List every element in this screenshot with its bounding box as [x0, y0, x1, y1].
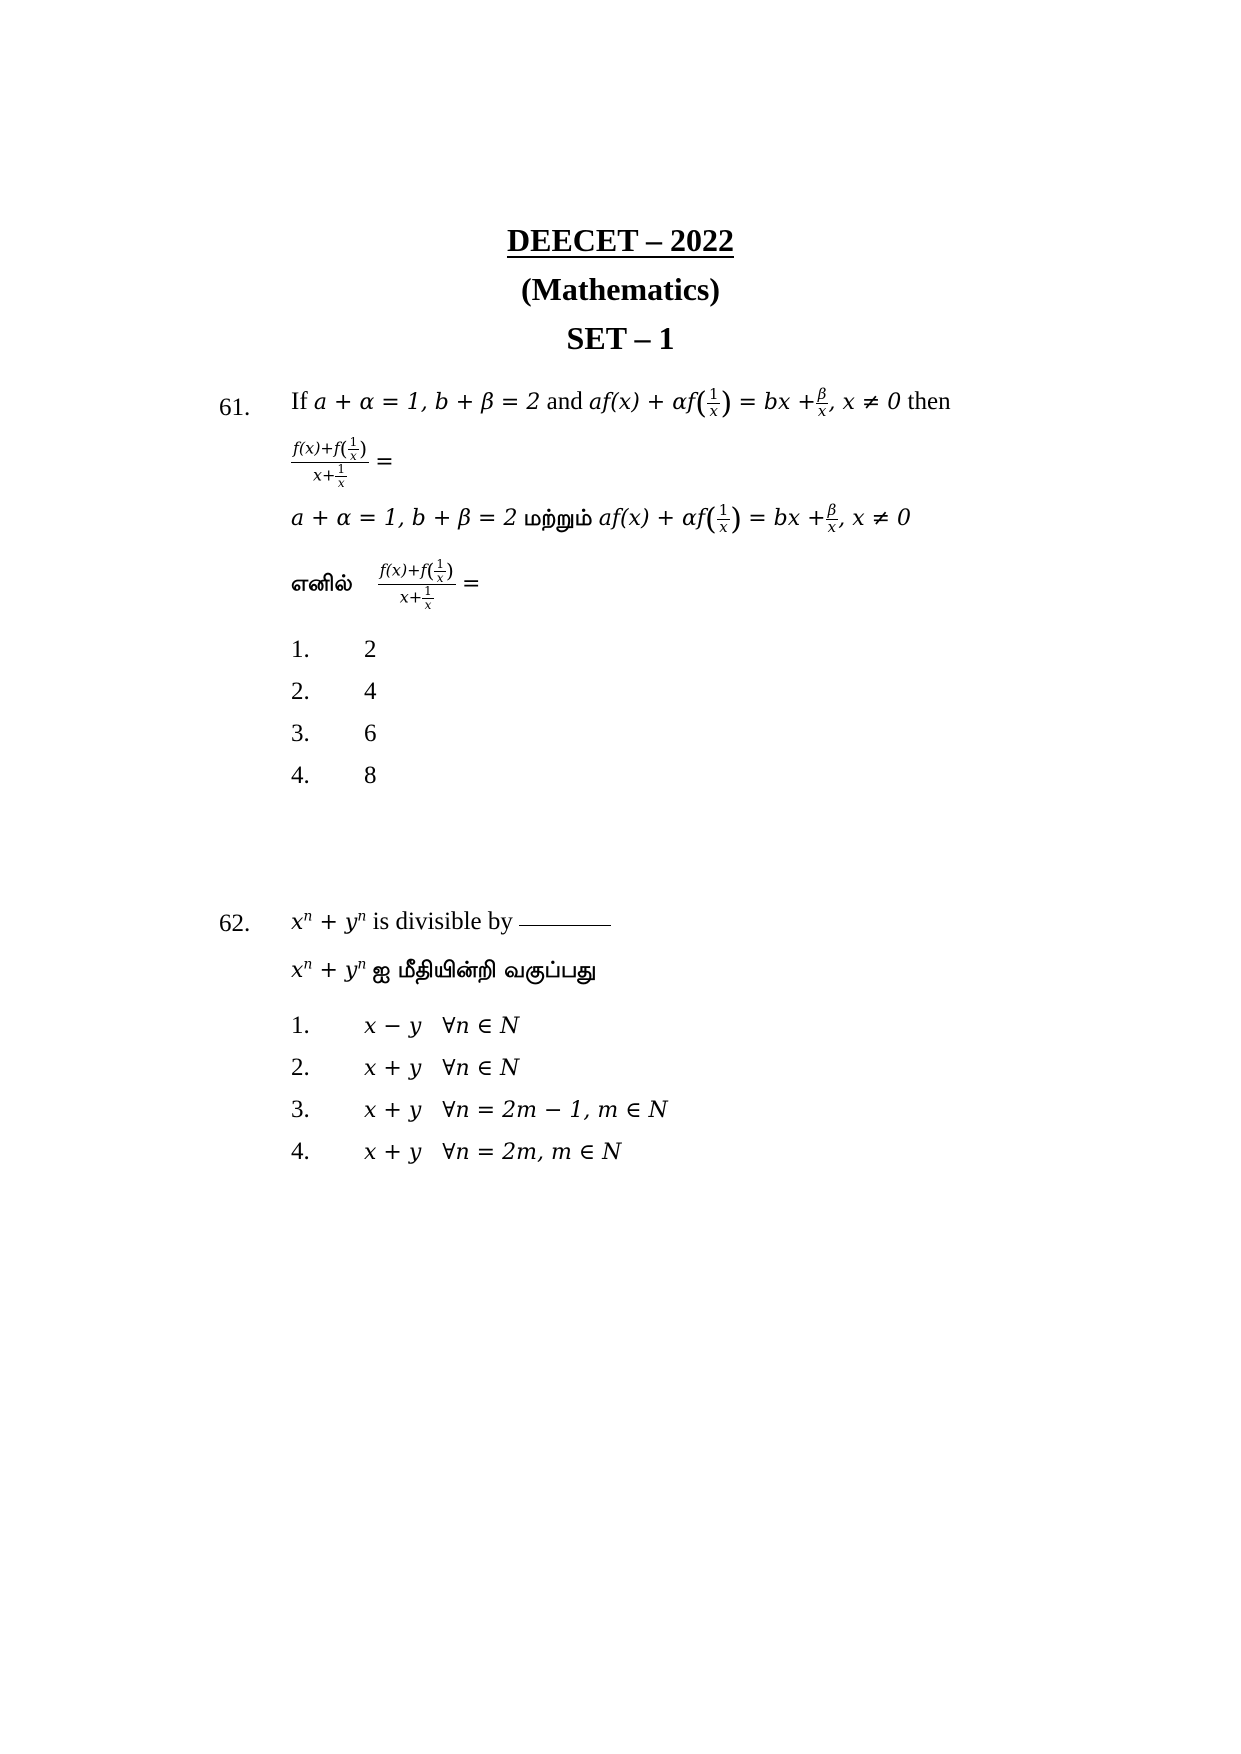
q61-then: then — [907, 388, 951, 416]
q62-answer-blank — [519, 925, 611, 926]
q61-rhs-end: , x ≠ 0 — [828, 390, 902, 416]
question-61-tamil-expression: எனில் f(x)+f( $\frac{1}{x}$ ) x+ $\frac{1}{x}$ = — [291, 557, 481, 612]
q62-option-4[interactable]: 4. x + y ∀n = 2m, m ∈ N — [291, 1138, 622, 1165]
question-61-expression-en — [291, 436, 394, 489]
q62-ta-text: ஐ மீதியின்றி வகுப்பது — [372, 958, 597, 983]
question-62-english-line — [291, 908, 611, 936]
q61-ta-main-fraction: f(x)+f( $\frac{1}{x}$ ) x+ $\frac{1}{x}$ — [379, 557, 454, 612]
q62-option-2[interactable]: 2. x + y ∀n ∈ N — [291, 1054, 520, 1081]
q61-ta-and: மற்றும் — [523, 506, 593, 532]
q61-if: If — [291, 388, 308, 416]
exam-set: SET – 1 — [566, 320, 675, 356]
question-61-tamil-line: a + α = 1, b + β = 2 மற்றும் af(x) + αf( $\frac{1}{x}$ ) = bx + $\frac{\beta}{x}$ , x ≠ 0 — [291, 501, 912, 537]
q61-function: af(x) + αf — [588, 390, 696, 416]
q61-option-3[interactable]: 3. 6 — [291, 720, 377, 747]
q61-main-fraction: f(x)+f( $\frac{1}{x}$ ) x+ $\frac{1}{x}$ — [293, 435, 368, 490]
q61-ta-if: எனில் — [291, 571, 353, 597]
q61-option-4[interactable]: 4. 8 — [291, 762, 377, 789]
question-62-tamil-line — [291, 956, 597, 986]
question-61-number: 61. — [219, 394, 251, 421]
q62-option-1[interactable]: 1. x − y ∀n ∈ N — [291, 1012, 520, 1039]
q61-fraction-one-over-x: $\frac{1}{x}$ — [708, 385, 719, 420]
question-61-english-line: If a + α = 1, b + β = 2 and af(x) + αf( $\frac{1}{x}$ ) = bx + $\frac{\beta}{x}$ , x ≠ 0 then — [291, 385, 951, 421]
q62-text: is divisible by — [372, 908, 513, 935]
q61-ta-condition: a + α = 1, b + β = 2 — [291, 506, 518, 532]
exam-subject: (Mathematics) — [520, 271, 721, 307]
q61-and: and — [546, 388, 583, 416]
q62-option-3[interactable]: 3. x + y ∀n = 2m − 1, m ∈ N — [291, 1096, 668, 1123]
question-62-number: 62. — [219, 910, 251, 937]
q61-rhs: = bx + — [738, 390, 816, 416]
q61-option-2[interactable]: 2. 4 — [291, 678, 377, 705]
q61-fraction-beta-over-x: $\frac{\beta}{x}$ — [817, 385, 827, 420]
q62-expression: $x^n + y^n$ — [291, 908, 367, 935]
q61-option-1[interactable]: 1. 2 — [291, 636, 377, 663]
q61-condition: a + α = 1, b + β = 2 — [313, 390, 541, 416]
q61-equals: = — [375, 449, 394, 475]
q61-ta-function: af(x) + αf — [598, 506, 705, 532]
q62-ta-expression: $x^n + y^n$ — [291, 956, 367, 983]
exam-title: DEECET – 2022 — [506, 222, 734, 258]
